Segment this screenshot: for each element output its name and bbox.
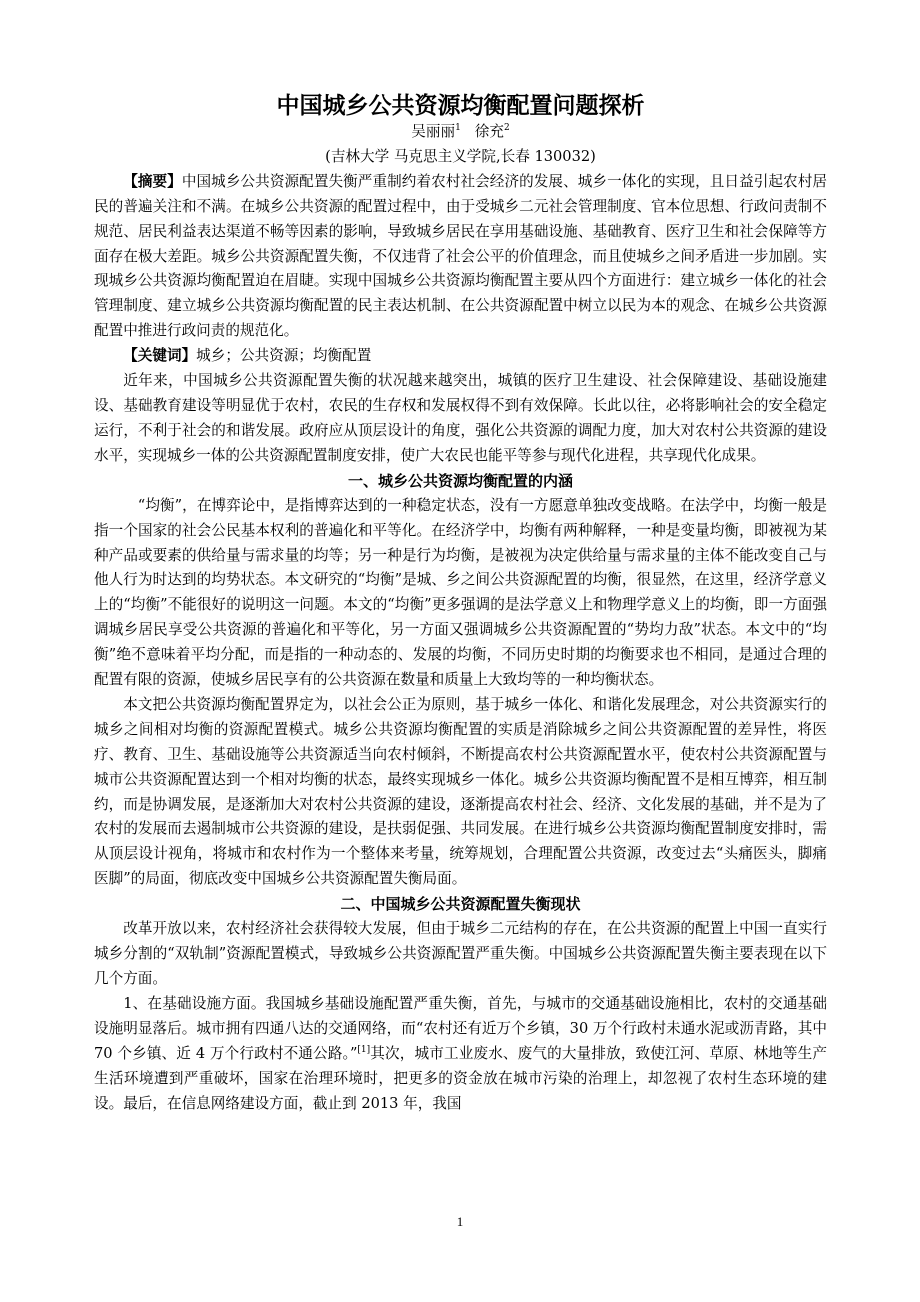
keywords-label: 【关键词】 <box>123 347 197 365</box>
page-number: 1 <box>456 1214 464 1229</box>
keywords <box>94 344 827 369</box>
intro-paragraph: 近年来，中国城乡公共资源配置失衡的状况越来越突出，城镇的医疗卫生建设、社会保障建设、基础设施建设、基础教育建设等明显优于农村，农民的生存权和发展权得不到有效保障。长此以往，必将影响社会的安全稳定运行，不利于社会的和谐发展。政府应从顶层设计的角度，强化公共资源的调配力度，加大对农村公共资源的建设水平，实现城乡一体的公共资源配置制度安排，使广大农民也能平等参与现代化进程，共享现代化成果。 <box>94 372 827 464</box>
abstract-text: 中国城乡公共资源配置失衡严重制约着农村社会经济的发展、城乡一体化的实现，且日益引起农村居民的普遍关注和不满。在城乡公共资源的配置过程中，由于受城乡二元社会管理制度、官本位思想、行政问责制不规范、居民利益表达渠道不畅等因素的影响，导致城乡居民在享用基础设施、基础教育、医疗卫生和社会保障等方面存在极大差距。城乡公共资源配置失衡，不仅违背了社会公平的价值理念，而且使城乡之间矛盾进一步加剧。实现城乡公共资源均衡配置迫在眉睫。实现中国城乡公共资源均衡配置主要从四个方面进行：建立城乡一体化的社会管理制度、建立城乡公共资源均衡配置的民主表达机制、在公共资源配置中树立以民为本的观念、在城乡公共资源配置中推进行政问责的规范化。 <box>94 172 827 340</box>
section-heading: 一、城乡公共资源均衡配置的内涵 <box>347 471 573 490</box>
author-line <box>94 120 827 145</box>
paper-title: 中国城乡公共资源均衡配置问题探析 <box>276 93 645 119</box>
author-affiliation-mark: 1 <box>455 123 461 133</box>
paper-page <box>94 88 827 1116</box>
citation-mark[interactable]: [1] <box>357 1044 371 1055</box>
section-heading: 二、中国城乡公共资源配置失衡现状 <box>340 895 581 914</box>
body-paragraph: 本文把公共资源均衡配置界定为，以社会公正为原则，基于城乡一体化、和谐化发展理念，对公共资源实行的城乡之间相对均衡的资源配置模式。城乡公共资源均衡配置的实质是消除城乡之间公共资源配置的差异性，将医疗、教育、卫生、基础设施等公共资源适当向农村倾斜，不断提高农村公共资源配置水平，使农村公共资源配置与城市公共资源配置达到一个相对均衡的状态，最终实现城乡一体化。城乡公共资源均衡配置不是相互博弈，相互制约，而是协调发展，是逐渐加大对农村公共资源的建设，逐渐提高农村社会、经济、文化发展的基础，并不是为了农村的发展而去遏制城市公共资源的建设，是扶弱促强、共同发展。在进行城乡公共资源均衡配置制度安排时，需从顶层设计视角，将城市和农村作为一个整体来考量，统筹规划，合理配置公共资源，改变过去“头痛医头，脚痛医脚”的局面，彻底改变中国城乡公共资源配置失衡局面。 <box>94 695 827 888</box>
paragraph-text: 其次，城市工业废水、废气的大量排放，致使江河、草原、林地等生产生活环境遭到严重破坏，国家在治理环境时，把更多的资金放在城市污染的治理上，却忽视了农村生态环境的建设。最后，在信息网络建设方面，截止到 2013 年，我国 <box>94 1044 827 1112</box>
body-paragraph: “均衡”，在博弈论中，是指博弈达到的一种稳定状态，没有一方愿意单独改变战略。在法学中，均衡一般是指一个国家的社会公民基本权利的普遍化和平等化。在经济学中，均衡有两种解释，一种是变量均衡，即被视为某种产品或要素的供给量与需求量的均等；另一种是行为均衡，是被视为决定供给量与需求量的主体不能改变自己与他人行为时达到的均势状态。本文研究的“均衡”是城、乡之间公共资源配置的均衡，很显然，在这里，经济学意义上的“均衡”不能很好的说明这一问题。本文的“均衡”更多强调的是法学意义上和物理学意义上的均衡，即一方面强调城乡居民享受公共资源的普遍化和平等化，另一方面又强调城乡公共资源配置的“势均力敌”状态。本文中的“均衡”绝不意味着平均分配，而是指的一种动态的、发展的均衡，不同历史时期的均衡要求也不相同，是通过合理的配置有限的资源，使城乡居民享有的公共资源在数量和质量上大致均等的一种均衡状态。 <box>94 496 827 689</box>
affiliation: (吉林大学 马克思主义学院,长春 130032) <box>325 147 596 165</box>
paragraph-text: 1、在基础设施方面。我国城乡基础设施配置严重失衡，首先，与城市的交通基础设施相比，农村的交通基础设施明显落后。城市拥有四通八达的交通网络，而“农村还有近万个乡镇，30 万个行政村未通水泥或沥青路，其中 70 个乡镇、近 4 万个行政村不通公路。” <box>94 994 827 1062</box>
author-affiliation-mark: 2 <box>504 123 510 133</box>
abstract <box>94 170 827 344</box>
author-name: 徐充 <box>474 123 504 140</box>
body-paragraph: 改革开放以来，农村经济社会获得较大发展，但由于城乡二元结构的存在，在公共资源的配置上中国一直实行城乡分割的“双轨制”资源配置模式，导致城乡公共资源配置严重失衡。中国城乡公共资源配置失衡主要表现在以下几个方面。 <box>94 920 827 987</box>
body-paragraph <box>94 992 827 1117</box>
abstract-label: 【摘要】 <box>123 172 182 190</box>
keywords-text: 城乡；公共资源；均衡配置 <box>196 347 372 365</box>
author-name: 吴丽丽 <box>411 123 456 140</box>
